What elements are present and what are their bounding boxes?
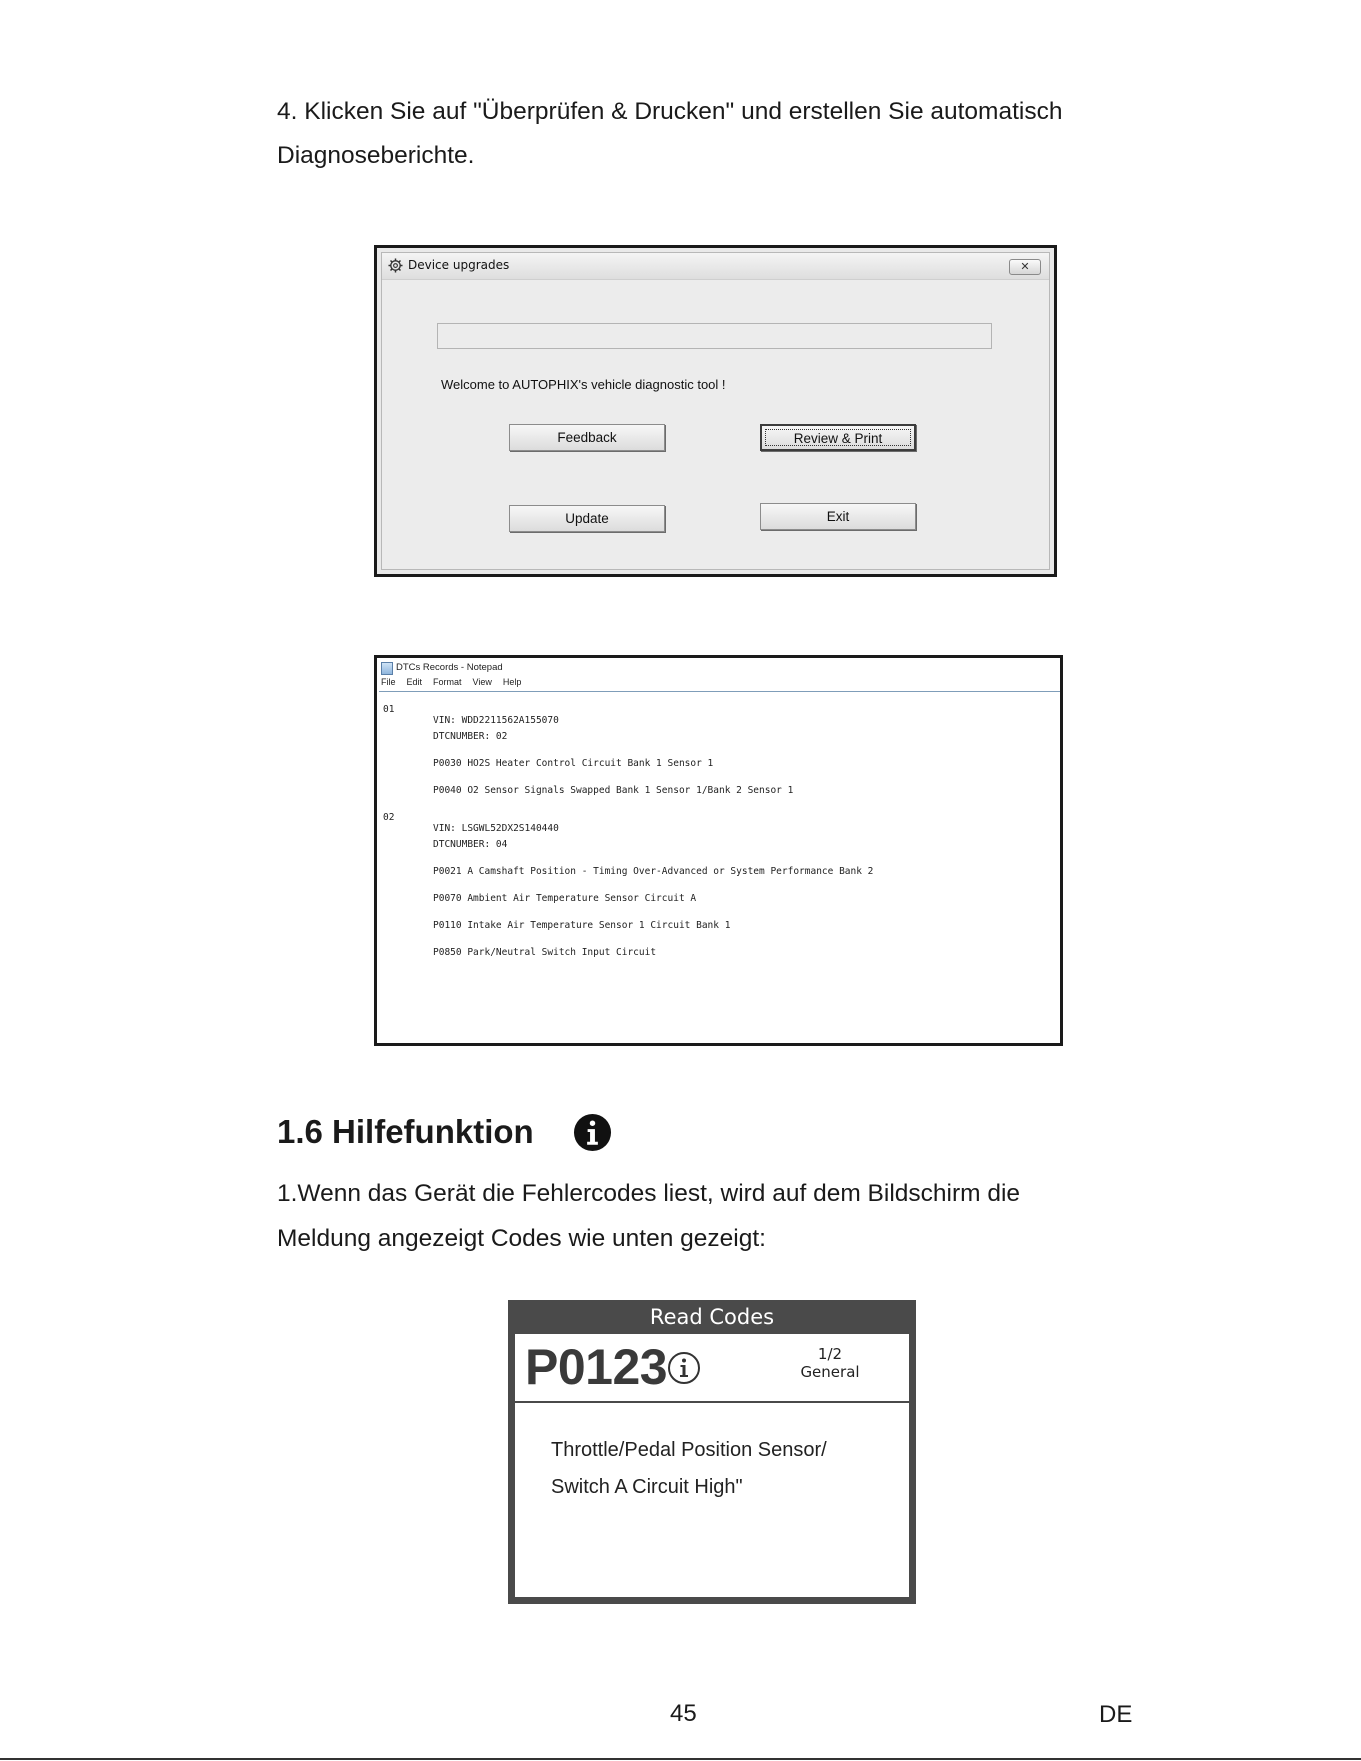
section-text-line2: Meldung angezeigt Codes wie unten gezeigt: [277, 1225, 766, 1252]
menu-edit[interactable]: Edit [406, 677, 423, 687]
device-upgrades-dialog [374, 245, 1057, 577]
menu-help[interactable]: Help [502, 677, 522, 687]
screen-title: Read Codes [649, 1305, 775, 1329]
notepad-line [383, 855, 874, 877]
record-text: P0110 Intake Air Temperature Sensor 1 Circuit Bank 1 [433, 920, 731, 931]
dtc-code: P0123 [525, 1339, 668, 1395]
code-description-line1: Throttle/Pedal Position Sensor/ [551, 1439, 827, 1461]
update-button[interactable] [509, 505, 665, 532]
close-button[interactable] [1009, 259, 1041, 275]
notepad-line [383, 693, 559, 726]
notepad-line [383, 774, 794, 796]
page-indicator: 1/2 [817, 1345, 843, 1363]
code-description-line2: Switch A Circuit High" [551, 1476, 743, 1498]
step4-line2: Diagnoseberichte. [277, 142, 475, 169]
menu-view[interactable]: View [472, 677, 492, 687]
notepad-line [383, 720, 508, 742]
exit-button[interactable] [760, 503, 916, 530]
notepad-title: DTCs Records - Notepad [396, 662, 503, 673]
dialog-title: Device upgrades [408, 258, 510, 272]
record-number: 02 [383, 812, 395, 823]
code-category: General [800, 1363, 860, 1381]
close-icon: ✕ [1020, 261, 1030, 273]
record-text: P0040 O2 Sensor Signals Swapped Bank 1 Sensor 1/Bank 2 Sensor 1 [433, 785, 794, 796]
code-row [515, 1334, 909, 1403]
record-text: VIN: LSGWL52DX2S140440 [433, 823, 559, 834]
progress-bar [437, 323, 992, 349]
record-text: P0030 HO2S Heater Control Circuit Bank 1 Sensor 1 [433, 758, 714, 769]
notepad-line [383, 882, 697, 904]
menu-file[interactable]: File [381, 677, 396, 687]
update-button-label: Update [565, 511, 609, 526]
feedback-button[interactable] [509, 424, 665, 451]
notepad-titlebar[interactable] [379, 660, 1058, 676]
record-text: P0070 Ambient Air Temperature Sensor Circuit A [433, 893, 697, 904]
notepad-line [383, 747, 714, 769]
record-text: DTCNUMBER: 04 [433, 839, 508, 850]
menu-format[interactable]: Format [433, 677, 462, 687]
record-text: DTCNUMBER: 02 [433, 731, 508, 742]
notepad-line [383, 801, 559, 834]
notepad-window [374, 655, 1063, 1046]
notepad-line [383, 909, 731, 931]
record-text: VIN: WDD2211562A155070 [433, 715, 559, 726]
bottom-divider [0, 1758, 1361, 1760]
notepad-icon [381, 662, 393, 675]
notepad-menubar [379, 677, 1060, 692]
welcome-message: Welcome to AUTOPHIX's vehicle diagnostic tool ! [441, 377, 726, 392]
review-print-button-label: Review & Print [793, 431, 883, 446]
record-text: P0021 A Camshaft Position - Timing Over-Advanced or System Performance Bank 2 [433, 866, 874, 877]
section-heading: 1.6 Hilfefunktion [277, 1113, 534, 1150]
record-text: P0850 Park/Neutral Switch Input Circuit [433, 947, 657, 958]
read-codes-screen [508, 1300, 916, 1604]
exit-button-label: Exit [826, 509, 850, 524]
gear-icon [388, 258, 403, 273]
page-number: 45 [670, 1700, 697, 1727]
feedback-button-label: Feedback [557, 430, 617, 445]
step4-line1: 4. Klicken Sie auf "Überprüfen & Drucken" und erstellen Sie automatisch [277, 98, 1063, 125]
section-text-line1: 1.Wenn das Gerät die Fehlercodes liest, wird auf dem Bildschirm die [277, 1180, 1021, 1207]
notepad-line [383, 828, 508, 850]
info-icon [573, 1113, 612, 1152]
record-number: 01 [383, 704, 395, 715]
notepad-line [383, 936, 657, 958]
language-code: DE [1099, 1701, 1133, 1728]
dialog-client-area [381, 252, 1050, 570]
code-description [551, 1432, 891, 1506]
dialog-titlebar[interactable] [382, 253, 1049, 280]
screen-body [515, 1334, 909, 1597]
review-print-button[interactable] [760, 424, 916, 451]
info-icon[interactable] [667, 1351, 701, 1385]
